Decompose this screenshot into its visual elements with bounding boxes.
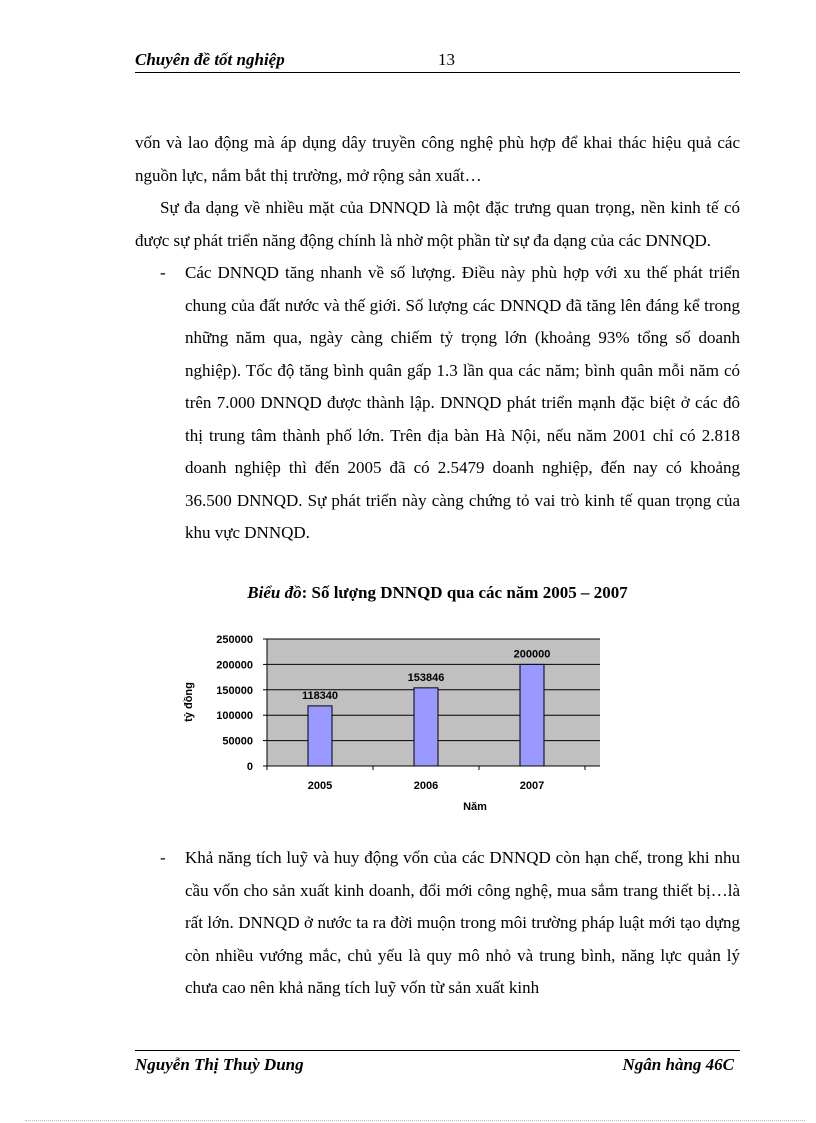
y-tick-label: 150000: [216, 684, 253, 697]
data-label: 200000: [513, 648, 551, 661]
y-tick-label: 100000: [216, 710, 253, 723]
chart-caption: [135, 583, 740, 603]
footer-author: Nguyễn Thị Thuỳ Dung: [135, 1055, 304, 1074]
chart-svg: [160, 628, 600, 823]
page-footer: [135, 1050, 740, 1075]
y-tick-label: 0: [246, 761, 253, 773]
data-label: 153846: [407, 671, 445, 684]
body-text-top: [135, 127, 740, 550]
bar-2006: [414, 688, 438, 766]
x-tick-label: 2005: [307, 780, 333, 792]
body-text-bottom: [135, 842, 740, 1005]
caption-text: : Số lượng DNNQD qua các năm 2005 – 2007: [301, 583, 628, 602]
bullet-text: Các DNNQD tăng nhanh về số lượng. Điều này phù hợp với xu thế phát triển chung của đất nước và thế giới. Số lượng các DNNQD đã tăng lên đáng kể trong những năm qua, ngày càng chiếm tỷ trọng lớn (khoảng 93% tổng số doanh nghiệp). Tốc độ tăng bình quân gấp 1.3 lần qua các năm; bình quân mỗi năm có trên 7.000 DNNQD được thành lập. DNNQD phát triển mạnh đặc biệt ở các đô thị trung tâm thành phố lớn. Trên địa bàn Hà Nội, nếu năm 2001 chỉ có 2.818 doanh nghiệp thì đến 2005 đã có 2.5479 doanh nghiệp, đến nay có khoảng 36.500 DNNQD. Sự phát triển này càng chứng tỏ vai trò kinh tế quan trọng của khu vực DNNQD.: [185, 263, 740, 542]
x-axis-label: Năm: [463, 801, 487, 813]
paragraph-1: vốn và lao động mà áp dụng dây truyền công nghệ phù hợp để khai thác hiệu quả các nguồn lực, nắm bắt thị trường, mở rộng sản xuất…: [135, 133, 740, 185]
bullet-paragraph-2: [135, 842, 740, 1005]
x-tick-label: 2007: [519, 780, 545, 792]
bar-2007: [520, 664, 544, 766]
y-tick-label: 200000: [216, 659, 253, 672]
y-tick-label: 250000: [216, 634, 253, 646]
bullet-text: Khả năng tích luỹ và huy động vốn của các DNNQD còn hạn chế, trong khi nhu cầu vốn cho sản xuất kinh doanh, đổi mới công nghệ, mua sắm trang thiết bị…là rất lớn. DNNQD ở nước ta ra đời muộn trong môi trường pháp luật mới tạo dựng còn nhiều vướng mắc, chủ yếu là quy mô nhỏ và trung bình, năng lực quản lý chưa cao nên khả năng tích luỹ vốn từ sản xuất kinh: [185, 848, 740, 997]
bullet-dash: -: [160, 263, 166, 282]
paragraph-2: Sự đa dạng về nhiều mặt của DNNQD là một đặc trưng quan trọng, nền kinh tế có được sự phát triển năng động chính là nhờ một phần từ sự đa dạng của các DNNQD.: [135, 198, 740, 250]
bar-chart: [160, 628, 600, 828]
header-title: Chuyên đề tốt nghiệp: [135, 50, 285, 69]
caption-prefix: Biểu đồ: [247, 583, 302, 602]
page-header: [135, 50, 740, 73]
page-edge-divider: [25, 1120, 805, 1121]
page-number: 13: [438, 50, 455, 69]
x-tick-label: 2006: [413, 780, 439, 792]
bar-2005: [308, 706, 332, 766]
y-tick-label: 50000: [222, 735, 253, 748]
footer-class: Ngân hàng 46C: [622, 1055, 734, 1074]
bullet-paragraph-1: [135, 257, 740, 550]
data-label: 118340: [301, 689, 339, 702]
bullet-dash: -: [160, 848, 166, 867]
y-axis-label: tỷ đồng: [183, 682, 195, 722]
